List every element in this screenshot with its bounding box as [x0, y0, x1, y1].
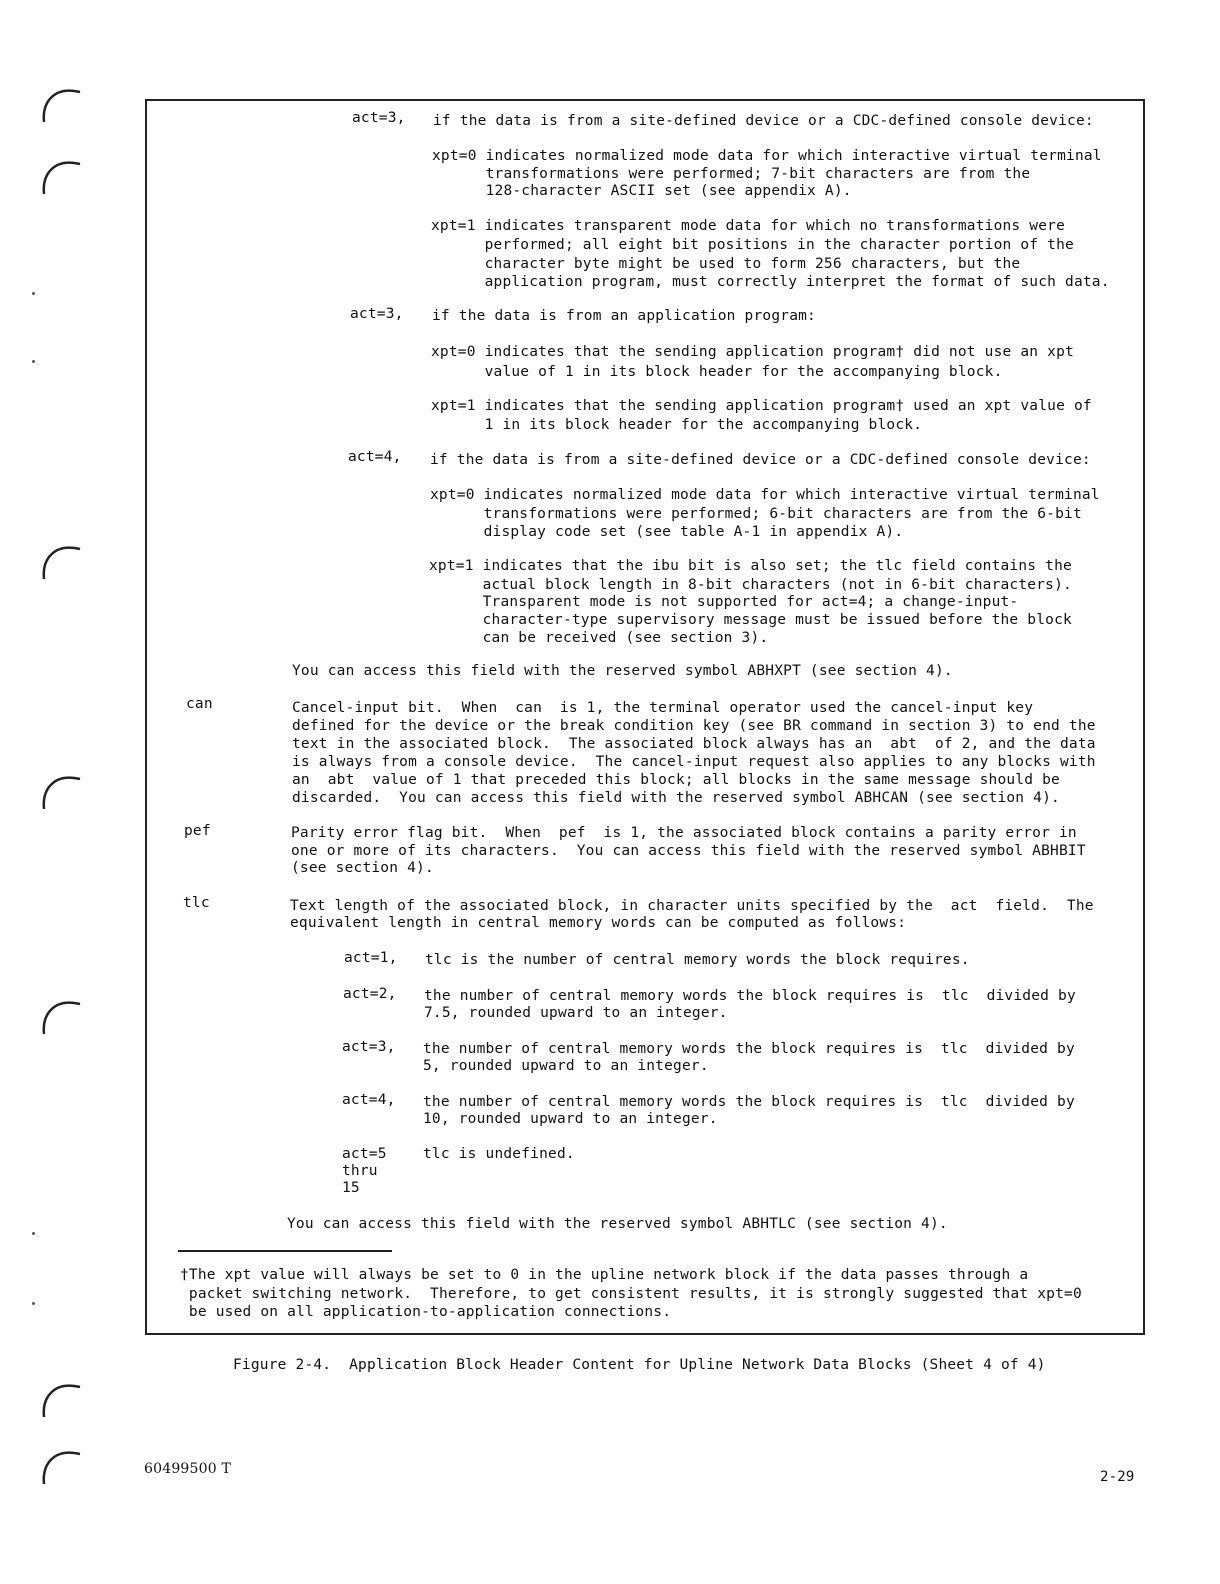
pef-line-1: Parity error flag bit. When pef is 1, the associated block contains a parity error in — [291, 825, 1077, 841]
footnote-line-3: be used on all application-to-application connections. — [180, 1304, 672, 1320]
pef-line-3: (see section 4). — [291, 860, 434, 876]
tlc-row-text: tlc is undefined. — [423, 1146, 575, 1162]
act4-device-xpt1-l1: xpt=1 indicates that the ibu bit is also set; the tlc field contains the — [429, 558, 1072, 574]
act4-device-xpt0-l2: transformations were performed; 6-bit characters are from the 6-bit — [430, 506, 1082, 522]
tlc-row-text: the number of central memory words the block requires is tlc divided by — [423, 1094, 1075, 1110]
can-line-3: text in the associated block. The associated block always has an abt of 2, and the data — [292, 736, 1096, 752]
tlc-row-text: 7.5, rounded upward to an integer. — [424, 1005, 728, 1021]
tlc-row-text: the number of central memory words the block requires is tlc divided by — [423, 1041, 1075, 1057]
tlc-row-text: tlc is the number of central memory words the block requires. — [425, 952, 970, 968]
speck — [32, 360, 35, 363]
binder-hole-icon — [40, 150, 86, 198]
footnote-line-2: packet switching network. Therefore, to get consistent results, it is strongly suggested that xpt=0 — [180, 1286, 1082, 1302]
act4-device-text: if the data is from a site-defined device or a CDC-defined console device: — [430, 452, 1091, 468]
abhxpt-note: You can access this field with the reserved symbol ABHXPT (see section 4). — [292, 663, 953, 679]
act4-device-xpt1-l5: can be received (see section 3). — [429, 630, 769, 646]
act3-device-xpt0-l2: transformations were performed; 7-bit characters are from the — [432, 166, 1031, 182]
pef-field-name: pef — [184, 823, 211, 839]
can-line-6: discarded. You can access this field with the reserved symbol ABHCAN (see section 4). — [292, 790, 1060, 806]
tlc-row-text: 5, rounded upward to an integer. — [423, 1058, 709, 1074]
speck — [32, 1232, 35, 1235]
tlc-row-text: the number of central memory words the block requires is tlc divided by — [424, 988, 1076, 1004]
tlc-row-label: act=4, — [342, 1092, 396, 1108]
tlc-row-label: act=2, — [343, 986, 397, 1002]
binder-hole-icon — [40, 1440, 86, 1488]
act3-app-xpt1-l1: xpt=1 indicates that the sending application program† used an xpt value of — [431, 398, 1092, 414]
tlc-line-2: equivalent length in central memory words can be computed as follows: — [290, 915, 907, 931]
act4-device-xpt1-l3: Transparent mode is not supported for act=4; a change-input- — [429, 594, 1019, 610]
act4-device-xpt1-l4: character-type supervisory message must be issued before the block — [429, 612, 1072, 628]
binder-hole-icon — [40, 78, 86, 126]
can-line-2: defined for the device or the break condition key (see BR command in section 3) to end the — [292, 718, 1096, 734]
can-line-4: is always from a console device. The cancel-input request also applies to any blocks with — [292, 754, 1096, 770]
act3-device-label: act=3, — [352, 110, 406, 126]
act3-device-text: if the data is from a site-defined device or a CDC-defined console device: — [433, 113, 1094, 129]
tlc-row-text: 10, rounded upward to an integer. — [423, 1111, 718, 1127]
act4-device-xpt0-l3: display code set (see table A-1 in appendix A). — [430, 524, 904, 540]
binder-hole-icon — [40, 765, 86, 813]
act3-app-text: if the data is from an application program: — [432, 308, 816, 324]
act3-device-xpt1-l2: performed; all eight bit positions in the character portion of the — [431, 237, 1074, 253]
act3-app-xpt0-l2: value of 1 in its block header for the accompanying block. — [431, 364, 1003, 380]
act3-device-xpt1-l4: application program, must correctly interpret the format of such data. — [431, 274, 1110, 290]
act3-app-label: act=3, — [350, 306, 404, 322]
tlc-row-label: act=3, — [342, 1039, 396, 1055]
act3-app-xpt1-l2: 1 in its block header for the accompanying block. — [431, 417, 923, 433]
figure-caption: Figure 2-4. Application Block Header Content for Upline Network Data Blocks (Sheet 4 of 4) — [233, 1357, 1046, 1373]
act3-device-xpt0-l1: xpt=0 indicates normalized mode data for which interactive virtual terminal — [432, 148, 1102, 164]
footnote-line-1: †The xpt value will always be set to 0 in the upline network block if the data passes through a — [180, 1267, 1029, 1283]
page-number: 2-29 — [1100, 1469, 1135, 1485]
act3-app-xpt0-l1: xpt=0 indicates that the sending application program† did not use an xpt — [431, 344, 1074, 360]
act4-device-xpt0-l1: xpt=0 indicates normalized mode data for which interactive virtual terminal — [430, 487, 1100, 503]
act3-device-xpt0-l3: 128-character ASCII set (see appendix A). — [432, 183, 852, 199]
abhtlc-note: You can access this field with the reserved symbol ABHTLC (see section 4). — [287, 1216, 948, 1232]
binder-hole-icon — [40, 990, 86, 1038]
binder-hole-icon — [40, 1373, 86, 1421]
speck — [32, 1302, 35, 1305]
can-line-1: Cancel-input bit. When can is 1, the terminal operator used the cancel-input key — [292, 700, 1034, 716]
document-number: 60499500 T — [144, 1461, 232, 1477]
footnote-rule — [178, 1250, 392, 1252]
act3-device-xpt1-l1: xpt=1 indicates transparent mode data for which no transformations were — [431, 218, 1066, 234]
tlc-row-label: act=5 thru 15 — [342, 1146, 387, 1196]
can-field-name: can — [186, 696, 213, 712]
act3-device-xpt1-l3: character byte might be used to form 256 characters, but the — [431, 256, 1021, 272]
pef-line-2: one or more of its characters. You can access this field with the reserved symbol ABHBIT — [291, 843, 1086, 859]
can-line-5: an abt value of 1 that preceded this block; all blocks in the same message should be — [292, 772, 1060, 788]
act4-device-xpt1-l2: actual block length in 8-bit characters (not in 6-bit characters). — [429, 577, 1072, 593]
binder-hole-icon — [40, 535, 86, 583]
tlc-line-1: Text length of the associated block, in character units specified by the act field. The — [290, 898, 1094, 914]
speck — [32, 292, 35, 295]
act4-device-label: act=4, — [348, 449, 402, 465]
tlc-field-name: tlc — [183, 895, 210, 911]
tlc-row-label: act=1, — [344, 950, 398, 966]
